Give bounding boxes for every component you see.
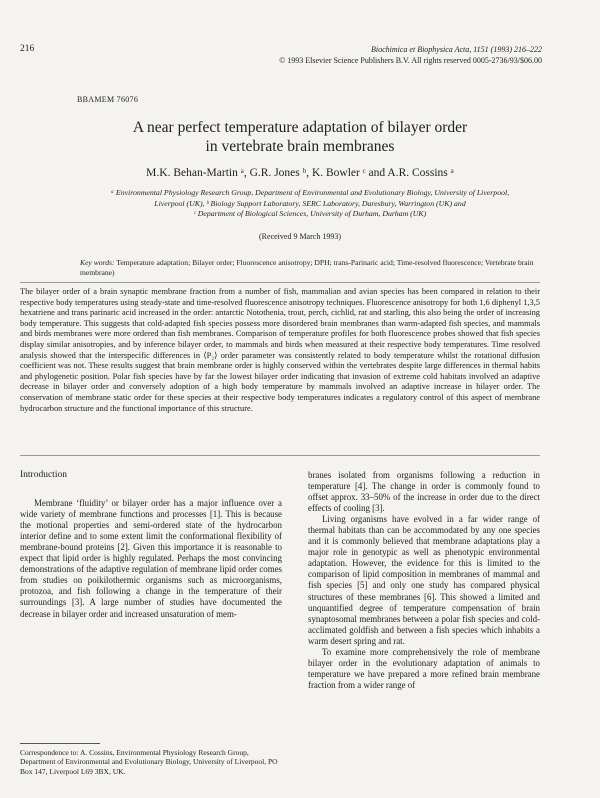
- abstract-rule-top: [20, 282, 540, 283]
- page-number: 216: [20, 44, 35, 54]
- keywords: [80, 258, 540, 278]
- received-date: (Received 9 March 1993): [259, 232, 341, 241]
- body-column-left: [20, 470, 282, 620]
- abstract: The bilayer order of a brain synaptic membrane fraction from a number of fish, mammalian and avian species has been compared in relation to their respective body temperatures using steady-state and time-resolved fluorescence anisotropy techniques. Fluorescence anisotropy for both 1,6 diphenyl 1,3,5 hexatriene and trans parinaric acid increased in the order: antarctic Notothenia, trout, perch, cichlid, rat and starling, this also being the order of increasing body temperature. This suggests that cold-adapted fish species possess more disordered brain membranes than warm-adapted fish species, and mammals and birds membranes were more ordered than fish membranes. Comparison of temperature profiles for both fluorescence probes showed that fish species display similar anisotropies, and by inference bilayer order, to mammals and birds when measured at their respective body temperatures. Time resolved analysis showed that the interspecific differences in ⟨P₂⟩ order parameter was consistently related to body temperature whilst the rotational diffusion coefficient was not. These results suggest that brain membrane order is highly conserved within the vertebrates despite large differences in thermal habits and phylogenetic position. Polar fish species have by far the lowest bilayer order indicating that invasion of extreme cold habitats involved an adaptive decrease in bilayer order and conversely adoption of a high body temperature by mammals involved an adaptive increase in bilayer order. The conservation of membrane static order for these species at their respective body temperatures indicates a regulatory control of this aspect of membrane hydrocarbon structure and the functional importance of this structure.: [20, 287, 540, 413]
- affiliation-line: Liverpool (UK), ᵇ Biology Support Laboratory, SERC Laboratory, Daresbury, Warrington (UK) and: [154, 198, 466, 208]
- affiliation-line: ᵃ Environmental Physiology Research Group, Department of Environmental and Evolutionary Biology, University of Liverpool,: [110, 188, 510, 197]
- copyright-line: © 1993 Elsevier Science Publishers B.V. All rights reserved 0005-2736/93/$06.00: [279, 56, 542, 65]
- article-code: BBAMEM 76076: [77, 95, 139, 104]
- keywords-text: Temperature adaptation; Bilayer order; Fluorescence anisotropy; DPH; trans-Parinaric acid; Time-resolved fluorescence; Vertebrate brain membrane): [80, 258, 534, 277]
- title-line-2: in vertebrate brain membranes: [205, 138, 395, 155]
- title-line-1: A near perfect temperature adaptation of bilayer order: [132, 119, 468, 136]
- correspondence-footnote: Correspondence to: A. Cossins, Environmental Physiology Research Group, Department of Environmental and Evolutionary Biology, University of Liverpool, PO Box 147, Liverpool L69 3BX, UK.: [20, 748, 278, 776]
- body-paragraph: branes isolated from organisms following a reduction in temperature [4]. The change in order is commonly found to offset approx. 33–50% of the increase in order due to the direct effects of cooling [3].: [308, 470, 540, 514]
- footnote-rule: [20, 743, 100, 744]
- article-title: [0, 118, 600, 156]
- journal-reference: Biochimica et Biophysica Acta, 1151 (1993) 216–222: [370, 45, 542, 54]
- abstract-rule-bottom: [20, 455, 540, 456]
- affiliations: [80, 188, 540, 220]
- keywords-label: Key words:: [80, 258, 115, 267]
- section-heading-introduction: Introduction: [20, 470, 67, 480]
- body-column-right: [308, 470, 540, 691]
- affiliation-line: ᶜ Department of Biological Sciences, University of Durham, Durham (UK): [193, 209, 427, 218]
- body-paragraph: Living organisms have evolved in a far wider range of thermal habitats than can be accommodated by any one species and it is commonly believed that membrane adaptations play a major role in genotypic as well as phenotypic environmental adaptation. However, the evidence for this is limited to the comparison of lipid composition in membranes of mammal and fish species [5] and only one study has compared physical structures of these membranes [6]. This showed a limited and unquantified degree of temperature compensation of brain synaptosomal membranes between a polar fish species and cold-acclimated goldfish and between a fish species which inhabits a warm desert spring and rat.: [308, 514, 540, 646]
- author-list: M.K. Behan-Martin ᵃ, G.R. Jones ᵇ, K. Bowler ᶜ and A.R. Cossins ᵃ: [146, 167, 454, 179]
- body-paragraph: Membrane ‘fluidity’ or bilayer order has a major influence over a wide variety of membrane functions and processes [1]. This is because the motional properties and semi-ordered state of the hydrocarbon interior define and to some extent limit the conformational flexibility of membrane-bound proteins [2]. Given this importance it is reasonable to expect that lipid order is highly regulated. Perhaps the most convincing demonstrations of the adaptive regulation of membrane lipid order comes from studies on poikilothermic organisms such as microorganisms, protozoa, and fish following a change in the temperature of their surroundings [3]. A large number of studies have documented the decrease in bilayer order and increased unsaturation of mem-: [20, 498, 282, 619]
- body-paragraph: To examine more comprehensively the role of membrane bilayer order in the evolutionary adaptation of animals to temperature we have prepared a more refined brain membrane fraction from a wider range of: [308, 646, 540, 690]
